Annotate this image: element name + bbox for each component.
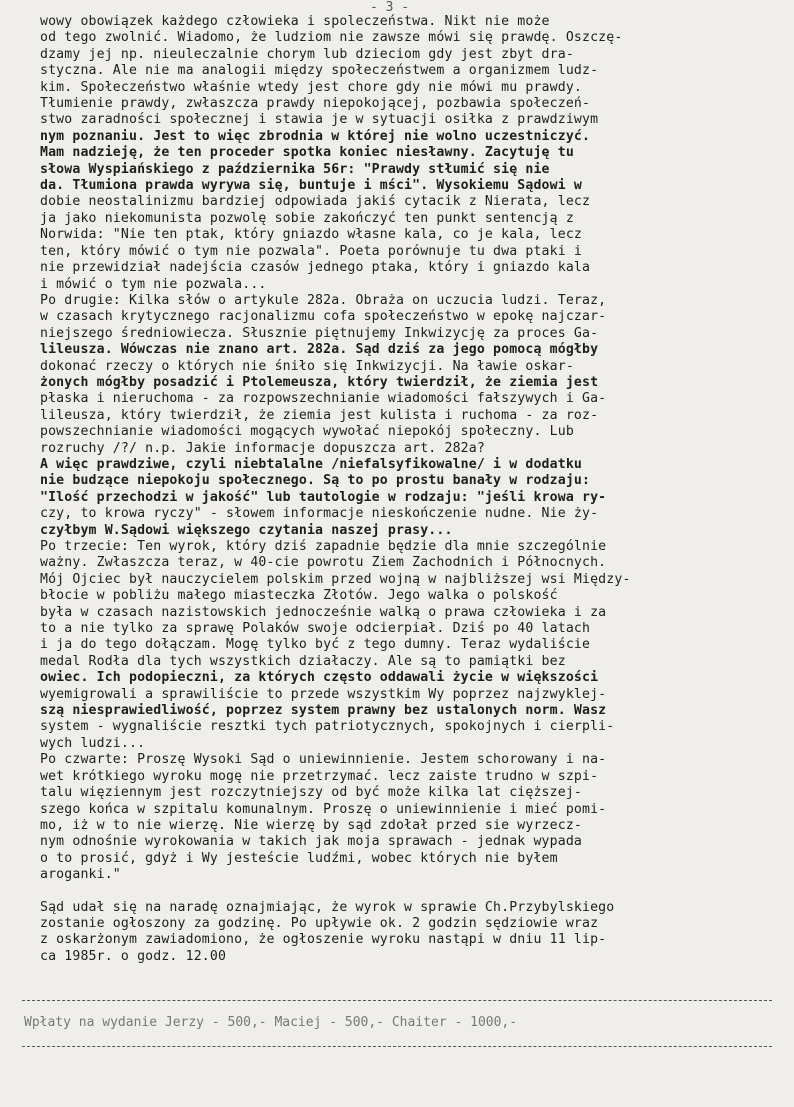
- text-line: powszechnianie wiadomości mogących wywołać niepokój społeczny. Lub: [40, 424, 574, 440]
- text-line: i ja do tego dołączam. Mogę tylko być z tego dumny. Teraz wydaliście: [40, 637, 591, 653]
- text-line: dokonać rzeczy o których nie śniło się Inkwizycji. Na ławie oskar-: [40, 358, 574, 374]
- text-line: Sąd udał się na naradę oznajmiając, że wyrok w sprawie Ch.Przybylskiego: [40, 899, 615, 915]
- text-line: system - wygnaliście resztki tych patriotycznych, spokojnych i cierpli-: [40, 719, 615, 735]
- text-line: Mam nadzieję, że ten proceder spotka koniec niesławny. Zacytuję tu: [40, 145, 574, 161]
- text-line: nym poznaniu. Jest to więc zbrodnia w której nie wolno uczestniczyć.: [40, 128, 591, 144]
- text-line: da. Tłumiona prawda wyrywa się, buntuje i mści". Wysokiemu Sądowi w: [40, 178, 582, 194]
- text-line: szą niesprawiedliwość, poprzez system prawny bez ustalonych norm. Wasz: [40, 703, 607, 719]
- text-line: wych ludzi...: [40, 735, 146, 751]
- text-line: Tłumienie prawdy, zwłaszcza prawdy niepokojącej, pozbawia społeczeń-: [40, 96, 591, 112]
- text-line: niejszego średniowiecza. Słusznie piętnujemy Inkwizycję za proces Ga-: [40, 325, 599, 341]
- text-line: Mój Ojciec był nauczycielem polskim przed wojną w najbliższej wsi Między-: [40, 571, 631, 587]
- divider-line-top: [22, 1000, 772, 1001]
- page-number: - 3 -: [370, 0, 410, 15]
- text-line: czyłbym W.Sądowi większego czytania naszej prasy...: [40, 522, 453, 538]
- text-line: lileusza. Wówczas nie znano art. 282a. Sąd dziś za jego pomocą mógłby: [40, 342, 599, 358]
- text-line: ja jako niekomunista pozwolę sobie zakończyć ten punkt sentencją z: [40, 210, 574, 226]
- text-line: Po drugie: Kilka słów o artykule 282a. Obraża on uczucia ludzi. Teraz,: [40, 292, 607, 308]
- text-line: czy, to krowa ryczy" - słowem informacje nieskończenie nudne. Nie ży-: [40, 506, 599, 522]
- text-line: zostanie ogłoszony za godzinę. Po upływie ok. 2 godzin sędziowie wraz: [40, 915, 599, 931]
- text-line: ważny. Zwłaszcza teraz, w 40-cie powrotu Ziem Zachodnich i Północnych.: [40, 555, 607, 571]
- text-line: ten, który mówić o tym nie pozwala". Poeta porównuje tu dwa ptaki i: [40, 243, 582, 259]
- text-line: stwo zaradności społecznej i stawia je w sytuacji osiłka z prawdziwym: [40, 112, 599, 128]
- text-line: Norwida: "Nie ten ptak, który gniazdo własne kala, co je kala, lecz: [40, 227, 582, 243]
- text-line: była w czasach nazistowskich jednocześnie walką o prawa człowieka i za: [40, 604, 607, 620]
- text-line: "Ilość przechodzi w jakość" lub tautologie w rodzaju: "jeśli krowa ry-: [40, 489, 607, 505]
- text-line: od tego zwolnić. Wiadomo, że ludziom nie zawsze mówi się prawdę. Oszczę-: [40, 30, 623, 46]
- text-line: dzamy jej np. nieuleczalnie chorym lub dzieciom gdy jest zbyt dra-: [40, 46, 574, 62]
- text-line: nie budzące niepokoju społecznego. Są to po prostu banały w rodzaju:: [40, 473, 591, 489]
- text-line: dobie neostalinizmu bardziej odpowiada jakiś cytacik z Nierata, lecz: [40, 194, 591, 210]
- text-line: talu więziennym jest rozczytniejszy od być może kilka lat cięższej-: [40, 785, 582, 801]
- text-line: nym odnośnie wyrokowania w takich jak moja sprawach - jednak wypada: [40, 834, 582, 850]
- text-line: płaska i nieruchoma - za rozpowszechnianie wiadomości fałszywych i Ga-: [40, 391, 607, 407]
- text-line: wowy obowiązek każdego człowieka i spoleczeństwa. Nikt nie może: [40, 14, 550, 29]
- text-line: lileusza, który twierdził, że ziemia jest kulista i ruchoma - za roz-: [40, 407, 599, 423]
- donation-footer: Wpłaty na wydanie Jerzy - 500,- Maciej - 500,- Chaiter - 1000,-: [24, 1015, 518, 1030]
- text-line: słowa Wyspiańskiego z października 56r: "Prawdy stłumić się nie: [40, 161, 550, 177]
- text-line: mo, iż w to nie wierzę. Nie wierzę by sąd zdołał przed sie wyrzecz-: [40, 817, 582, 833]
- text-line: wet krótkiego wyroku mogę nie przetrzymać. lecz zaiste trudno w szpi-: [40, 768, 599, 784]
- text-line: medal Rodła dla tych wszystkich działaczy. Ale są to pamiątki bez: [40, 653, 566, 669]
- text-line: ca 1985r. o godz. 12.00: [40, 948, 227, 964]
- text-line: błocie w pobliżu małego miasteczka Złotów. Jego walka o polskość: [40, 588, 558, 604]
- text-line: A więc prawdziwe, czyli niebtalalne /niefalsyfikowalne/ i w dodatku: [40, 456, 582, 472]
- text-line: Po czwarte: Proszę Wysoki Sąd o uniewinnienie. Jestem schorowany i na-: [40, 752, 607, 768]
- text-line: nie przewidział nadejścia czasów jednego ptaka, który i gniazdo kala: [40, 260, 591, 276]
- text-line: o to prosić, gdyż i Wy jesteście ludźmi, wobec których nie byłem: [40, 850, 558, 866]
- text-line: żonych mógłby posadzić i Ptolemeusza, który twierdził, że ziemia jest: [40, 374, 599, 390]
- text-line: owiec. Ich podopieczni, za których często oddawali życie w większości: [40, 670, 599, 686]
- text-line: z oskarżonym zawiadomiono, że ogłoszenie wyroku nastąpi w dniu 11 lip-: [40, 932, 607, 948]
- text-line: Po trzecie: Ten wyrok, który dziś zapadnie będzie dla mnie szczególnie: [40, 539, 607, 554]
- text-line: to a nie tylko za sprawę Polaków swoje odcierpiał. Dziś po 40 latach: [40, 621, 591, 637]
- text-line: kim. Społeczeństwo właśnie wtedy jest chore gdy nie mówi mu prawdy.: [40, 79, 582, 95]
- text-line: szego końca w szpitalu komunalnym. Proszę o uniewinnienie i mieć pomi-: [40, 801, 607, 817]
- document-body: [40, 14, 780, 965]
- text-line: wyemigrowali a sprawiliście to przede wszystkim Wy poprzez najzwyklej-: [40, 686, 607, 702]
- text-line: rozruchy /?/ n.p. Jakie informacje dopuszcza art. 282a?: [40, 440, 485, 456]
- text-line: styczna. Ale nie ma analogii między społeczeństwem a organizmem ludz-: [40, 63, 599, 79]
- text-line: i mówić o tym nie pozwala...: [40, 276, 267, 292]
- text-line: w czasach krytycznego racjonalizmu cofa społeczeństwo w epokę najczar-: [40, 309, 607, 325]
- paragraph-gap: [40, 884, 780, 900]
- divider-line-bottom: [22, 1046, 772, 1047]
- text-line: aroganki.": [40, 867, 121, 883]
